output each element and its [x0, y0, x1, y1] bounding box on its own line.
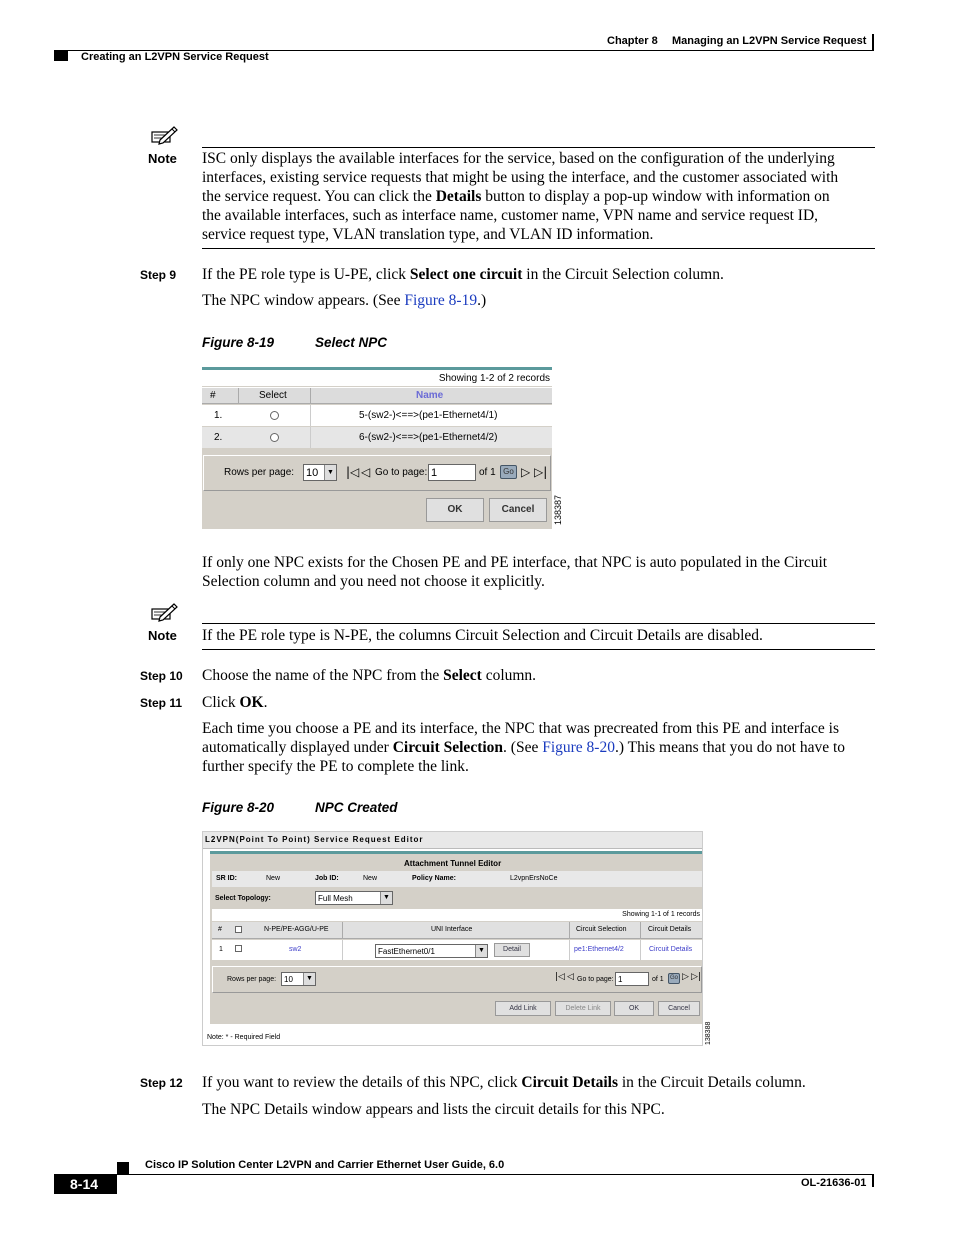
step-subtext: The NPC Details window appears and lists the circuit details for this NPC. — [202, 1101, 665, 1118]
sr-id-value: New — [266, 875, 281, 882]
rows-per-page-select[interactable]: 10 ▼ — [303, 464, 337, 481]
select-radio[interactable] — [270, 433, 279, 442]
col-name[interactable]: Name — [416, 390, 444, 401]
sr-info-row — [212, 871, 702, 887]
page-input[interactable]: 1 — [615, 972, 649, 986]
go-button[interactable]: Go — [668, 973, 680, 984]
col-divider — [310, 405, 311, 426]
figure-title: Select NPC — [315, 335, 388, 350]
rows-per-page-label: Rows per page: — [224, 467, 295, 478]
ok-button[interactable]: OK — [426, 498, 484, 522]
row-number: 1 — [219, 946, 223, 953]
table-row — [202, 427, 552, 448]
figure-title: NPC Created — [315, 800, 398, 815]
col-divider — [310, 388, 311, 404]
circuit-selection-link[interactable]: pe1:Ethernet4/2 — [574, 946, 624, 953]
table-row — [212, 940, 702, 960]
col-divider — [569, 940, 570, 960]
paragraph: If only one NPC exists for the Chosen PE and PE interface, that NPC is auto populated in the Circuit Selection column and you need not choose it explicitly. — [202, 554, 828, 590]
header-chapter-title: Managing an L2VPN Service Request — [672, 35, 867, 47]
detail-button[interactable]: Detail — [494, 943, 530, 957]
npe-link[interactable]: sw2 — [289, 946, 302, 953]
go-to-page-label: Go to page: — [375, 467, 428, 478]
header-tick — [872, 34, 874, 50]
page-of-label: of 1 — [479, 467, 496, 478]
note-top-rule — [202, 623, 875, 624]
col-number: # — [210, 390, 216, 401]
col-divider — [640, 940, 641, 960]
table-row — [202, 405, 552, 426]
footer-guide-title: Cisco IP Solution Center L2VPN and Carrier Ethernet User Guide, 6.0 — [145, 1159, 505, 1171]
step-text: If the PE role type is U-PE, click Select one circuit in the Circuit Selection column. — [202, 266, 724, 283]
col-divider — [342, 940, 343, 960]
rows-per-page-label: Rows per page: — [227, 976, 277, 983]
col-number: # — [218, 926, 222, 933]
window-title-bar — [203, 832, 702, 849]
figure-number: Figure 8-19 — [202, 335, 275, 350]
footer-doc-id: OL-21636-01 — [801, 1177, 867, 1189]
pagination-bar — [212, 966, 702, 993]
records-count: Showing 1-2 of 2 records — [438, 373, 550, 384]
figure-number: Figure 8-20 — [202, 800, 275, 815]
policy-name-label: Policy Name: — [412, 875, 456, 882]
footer-page-number: 8-14 — [70, 1176, 99, 1192]
header-block — [54, 51, 68, 61]
records-count: Showing 1-1 of 1 records — [622, 911, 700, 918]
rows-per-page-select[interactable]: 10 ▼ — [281, 972, 316, 986]
col-divider — [569, 922, 570, 938]
cancel-button[interactable]: Cancel — [489, 498, 547, 522]
col-divider — [238, 388, 239, 404]
topology-label: Select Topology: — [215, 895, 271, 902]
uni-interface-select[interactable]: FastEthernet0/1 ▼ — [375, 944, 488, 958]
go-to-page-label: Go to page: — [577, 976, 614, 983]
figure-link[interactable]: Figure 8-19 — [404, 292, 478, 309]
last-page-icon[interactable]: ▷| — [534, 465, 548, 479]
circuit-details-link[interactable]: Circuit Details — [649, 946, 693, 953]
page-of-label: of 1 — [652, 976, 664, 983]
sr-editor-window — [202, 831, 703, 1046]
page-input[interactable]: 1 — [428, 464, 476, 481]
first-page-icon[interactable]: |◁ — [555, 972, 565, 982]
delete-link-button[interactable]: Delete Link — [555, 1001, 611, 1016]
select-radio[interactable] — [270, 411, 279, 420]
step-label: Step 12 — [140, 1076, 183, 1090]
go-button[interactable]: Go — [500, 465, 517, 479]
col-circuit-selection: Circuit Selection — [576, 926, 627, 933]
step-label: Step 9 — [140, 268, 177, 282]
job-id-label: Job ID: — [315, 875, 339, 882]
prev-page-icon[interactable]: ◁ — [361, 465, 371, 479]
col-circuit-details: Circuit Details — [648, 926, 692, 933]
step-label: Step 10 — [140, 669, 183, 683]
records-bar — [212, 909, 702, 921]
next-page-icon[interactable]: ▷ — [521, 465, 531, 479]
npc-name: 5-(sw2-)<==>(pe1-Ethernet4/1) — [359, 410, 498, 421]
table-header — [202, 387, 552, 404]
footer-rule — [117, 1174, 874, 1175]
last-page-icon[interactable]: ▷| — [691, 972, 701, 982]
first-page-icon[interactable]: |◁ — [346, 465, 360, 479]
note-text: ISC only displays the available interfaces for the service, based on the configuration of the underlying interfaces, existing service requests that might be using the interface, and the customer associated with the service request. You can click the Details button to display a pop-up window with information on the available interfaces, such as interface name, customer name, VPN name and service request ID, service request type, VLAN translation type, and VLAN ID information. — [202, 150, 839, 243]
pagination-bar — [203, 455, 551, 491]
figure-link[interactable]: Figure 8-20 — [542, 739, 615, 756]
col-select: Select — [259, 390, 287, 401]
add-link-button[interactable]: Add Link — [495, 1001, 551, 1016]
row-number: 2. — [214, 432, 223, 443]
header-section: Creating an L2VPN Service Request — [81, 51, 269, 63]
col-divider — [640, 922, 641, 938]
editor-title: Attachment Tunnel Editor — [404, 859, 502, 868]
cancel-button[interactable]: Cancel — [658, 1001, 700, 1016]
npc-select-window — [202, 367, 552, 529]
required-field-note: Note: * - Required Field — [207, 1034, 281, 1041]
row-checkbox[interactable] — [235, 945, 242, 952]
note-bottom-rule — [202, 649, 875, 650]
ok-button[interactable]: OK — [614, 1001, 654, 1016]
job-id-value: New — [363, 875, 378, 882]
policy-name-value: L2vpnErsNoCe — [510, 875, 558, 882]
col-divider — [310, 427, 311, 448]
npc-name: 6-(sw2-)<==>(pe1-Ethernet4/2) — [359, 432, 498, 443]
note-pencil-icon — [150, 601, 178, 625]
col-npe: N-PE/PE-AGG/U-PE — [264, 926, 329, 933]
note-label: Note — [148, 151, 177, 166]
note-bottom-rule — [202, 248, 875, 249]
sr-id-label: SR ID: — [216, 875, 237, 882]
select-all-checkbox[interactable] — [235, 926, 242, 933]
note-top-rule — [202, 147, 875, 148]
footer-page-box — [54, 1174, 117, 1194]
attachment-tunnel-editor — [210, 854, 702, 1024]
col-uni-interface: UNI Interface — [431, 926, 473, 933]
figure-id: 138387 — [553, 494, 563, 525]
note-label: Note — [148, 628, 177, 643]
figure-id: 138388 — [705, 1021, 712, 1045]
table-header — [212, 922, 702, 939]
paragraph: Each time you choose a PE and its interface, the NPC that was precreated from this PE and interface is automatically displayed under Circuit Selection. (See Figure 8-20.) This means that you do not have to further specify the PE to complete the link. — [202, 720, 846, 775]
note-text: If the PE role type is N-PE, the columns Circuit Selection and Circuit Details are disabled. — [202, 627, 763, 644]
step-subtext: The NPC window appears. (See Figure 8-19.) — [202, 292, 487, 309]
window-title: L2VPN(Point To Point) Service Request Editor — [205, 835, 424, 844]
step-text: Click OK. — [202, 694, 268, 711]
note-pencil-icon — [150, 124, 178, 148]
header-chapter: Chapter 8 — [607, 35, 658, 47]
step-text: If you want to review the details of this NPC, click Circuit Details in the Circuit Details column. — [202, 1074, 806, 1091]
step-label: Step 11 — [140, 696, 183, 710]
prev-page-icon[interactable]: ◁ — [567, 972, 574, 982]
step-text: Choose the name of the NPC from the Select column. — [202, 667, 537, 684]
next-page-icon[interactable]: ▷ — [682, 972, 689, 982]
row-number: 1. — [214, 410, 223, 421]
col-divider — [342, 922, 343, 938]
topology-select[interactable]: Full Mesh ▼ — [315, 891, 393, 905]
footer-tick — [872, 1174, 874, 1187]
